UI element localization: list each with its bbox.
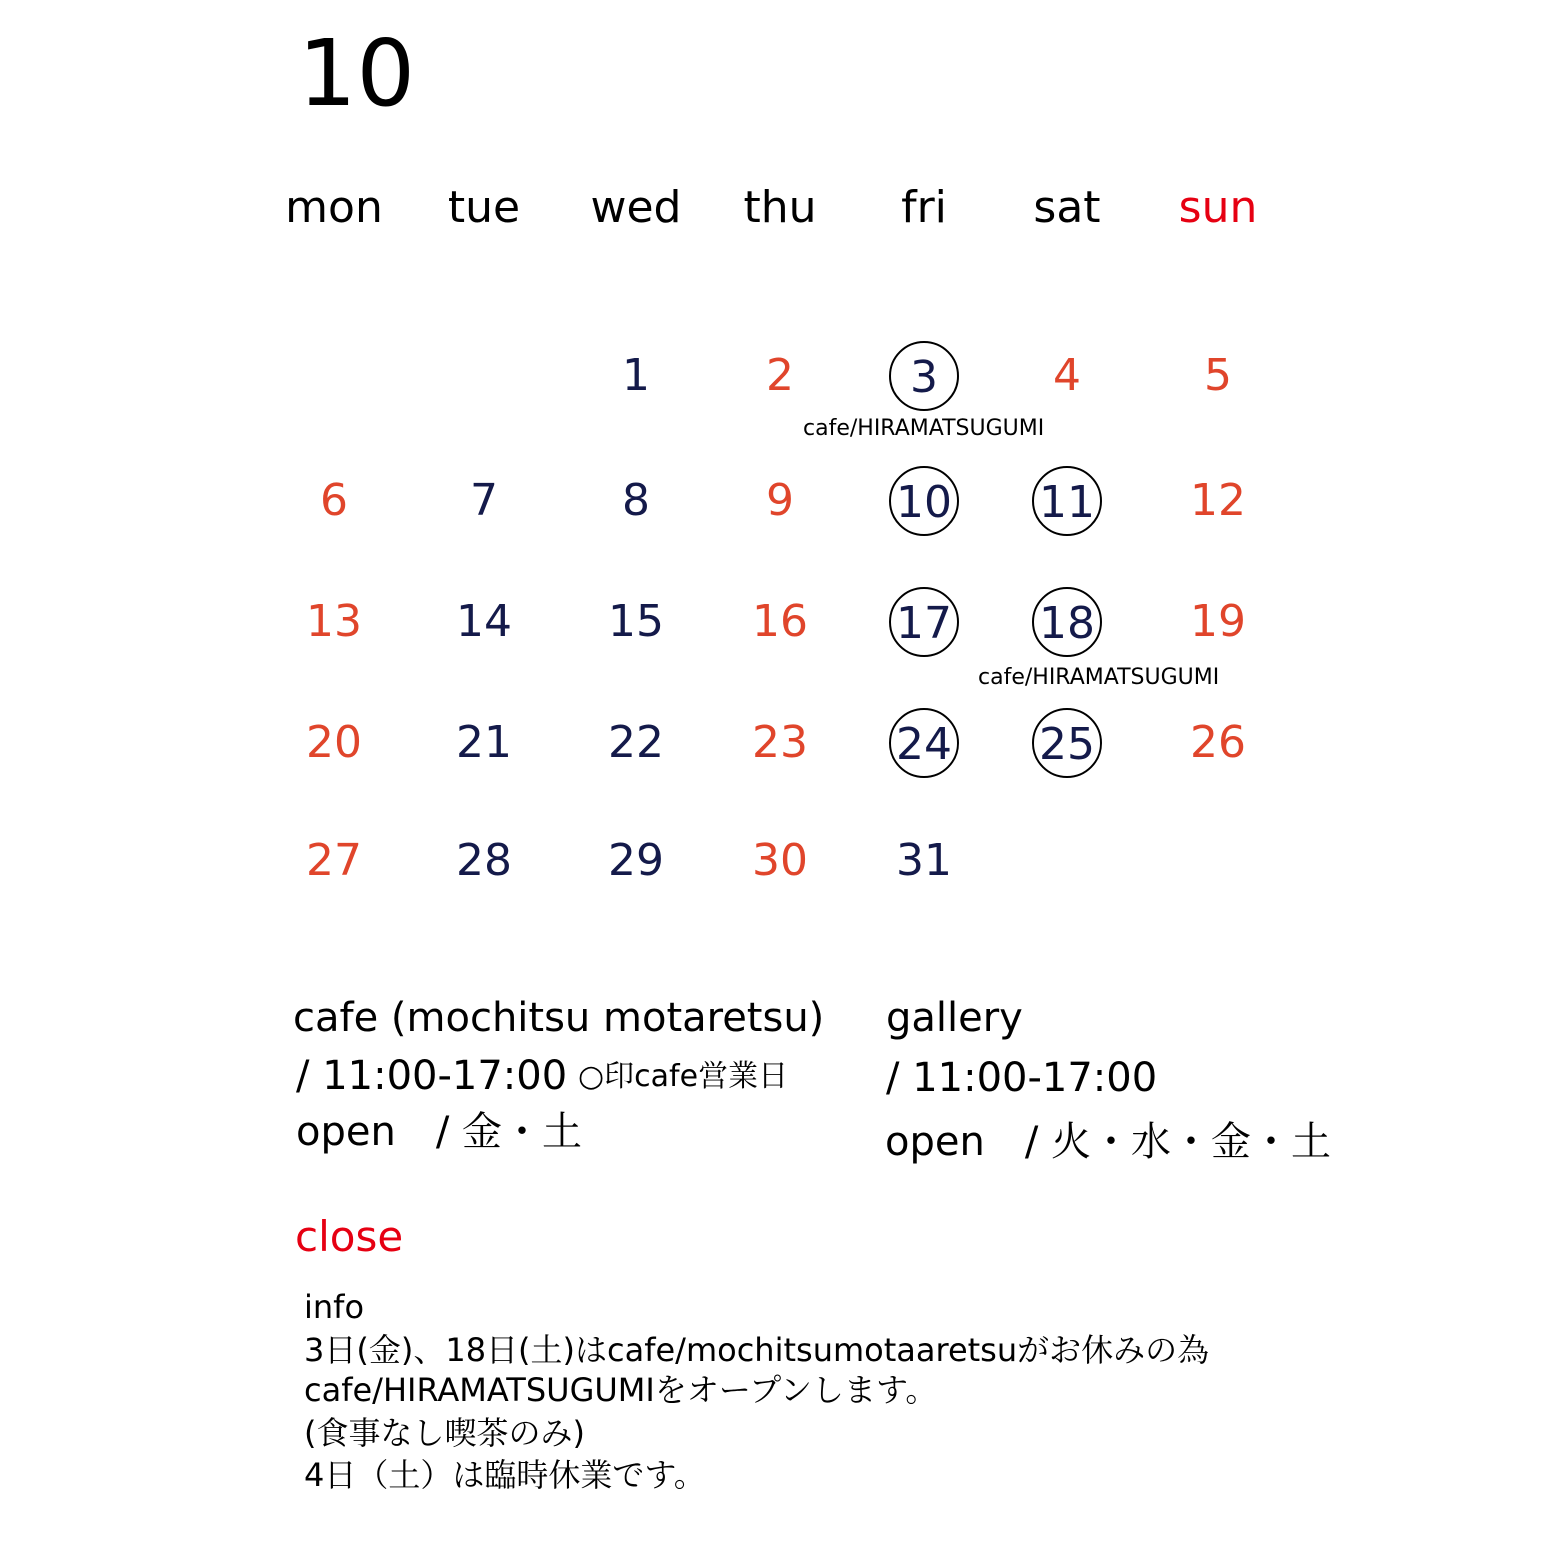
day-5: 5 — [1204, 350, 1232, 401]
day-11: 11 — [1032, 466, 1102, 536]
weekday-mon: mon — [285, 182, 383, 233]
day-20: 20 — [306, 717, 362, 768]
day-15: 15 — [608, 596, 664, 647]
day-12: 12 — [1190, 475, 1246, 526]
day-14: 14 — [456, 596, 512, 647]
gallery-open-days: open / 火・水・金・土 — [885, 1119, 1332, 1165]
info-line-3: (食事なし喫茶のみ) — [304, 1414, 585, 1452]
day-31: 31 — [896, 835, 952, 886]
day-19: 19 — [1190, 596, 1246, 647]
day-27: 27 — [306, 835, 362, 886]
day-7: 7 — [470, 475, 498, 526]
info-heading: info — [304, 1288, 365, 1326]
cafe-title: cafe (mochitsu motaretsu) — [293, 995, 825, 1041]
day-13: 13 — [306, 596, 362, 647]
day-8: 8 — [622, 475, 650, 526]
day-9: 9 — [766, 475, 794, 526]
day-10: 10 — [889, 466, 959, 536]
close-label: close — [295, 1212, 404, 1261]
gallery-hours: / 11:00-17:00 — [886, 1055, 1158, 1101]
day-4: 4 — [1053, 350, 1081, 401]
day-6: 6 — [320, 475, 348, 526]
weekday-tue: tue — [447, 182, 521, 233]
day-29: 29 — [608, 835, 664, 886]
weekday-wed: wed — [590, 182, 682, 233]
day-16: 16 — [752, 596, 808, 647]
day-22: 22 — [608, 717, 664, 768]
info-line-2: cafe/HIRAMATSUGUMIをオープンします。 — [304, 1371, 938, 1409]
day-28: 28 — [456, 835, 512, 886]
info-line-4: 4日（土）は臨時休業です。 — [304, 1456, 706, 1494]
day-2: 2 — [766, 350, 794, 401]
day-24: 24 — [889, 708, 959, 778]
cafe-hours: / 11:00-17:00 — [296, 1053, 568, 1099]
info-line-1: 3日(金)、18日(土)はcafe/mochitsumotaaretsuがお休みの為 — [304, 1331, 1210, 1369]
day-18-note: cafe/HIRAMATSUGUMI — [978, 665, 1220, 690]
weekday-sun: sun — [1178, 182, 1258, 233]
day-3: 3 — [889, 341, 959, 411]
weekday-sat: sat — [1033, 182, 1101, 233]
day-30: 30 — [752, 835, 808, 886]
day-23: 23 — [752, 717, 808, 768]
day-1: 1 — [622, 350, 650, 401]
gallery-title: gallery — [886, 995, 1023, 1041]
day-17: 17 — [889, 587, 959, 657]
day-3-note: cafe/HIRAMATSUGUMI — [803, 416, 1045, 441]
day-21: 21 — [456, 717, 512, 768]
day-26: 26 — [1190, 717, 1246, 768]
weekday-thu: thu — [743, 182, 817, 233]
month-title: 10 — [298, 20, 416, 127]
cafe-open-days: open / 金・土 — [296, 1109, 583, 1155]
day-25: 25 — [1032, 708, 1102, 778]
weekday-fri: fri — [901, 182, 947, 233]
day-18: 18 — [1032, 587, 1102, 657]
cafe-legend: ○印cafe営業日 — [578, 1059, 789, 1094]
